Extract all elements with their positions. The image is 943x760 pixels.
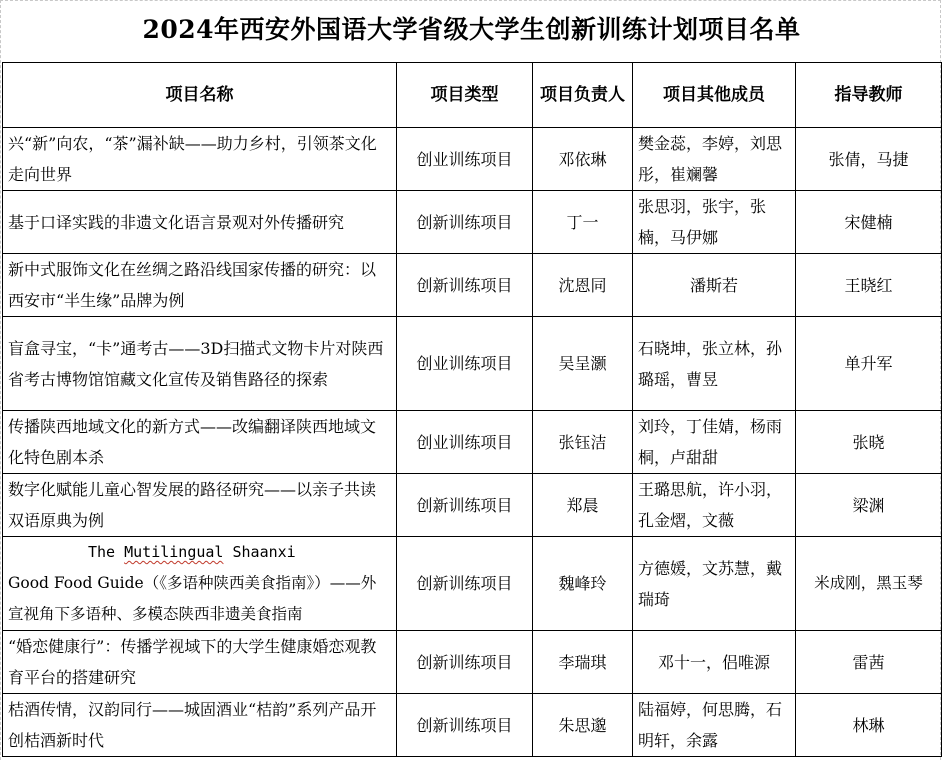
table-row: [3, 254, 942, 317]
project-roster-table: [2, 62, 942, 757]
project-advisor-cell: 张倩，马捷: [796, 128, 942, 191]
project-name-cell: 数字化赋能儿童心智发展的路径研究——以亲子共读双语原典为例: [3, 474, 397, 537]
project-type-cell: 创新训练项目: [397, 537, 533, 631]
project-lead-cell: 张钰洁: [533, 411, 633, 474]
project-members-cell: 刘玲，丁佳婧，杨雨桐，卢甜甜: [633, 411, 796, 474]
project-members-cell: 石晓坤，张立林，孙璐瑶，曹昱: [633, 317, 796, 411]
project-name-cell: 桔酒传情，汉韵同行——城固酒业“桔韵”系列产品开创桔酒新时代: [3, 694, 397, 757]
project-members-cell: 樊金蕊，李婷，刘思彤，崔斓馨: [633, 128, 796, 191]
table-row: [3, 317, 942, 411]
project-lead-cell: 沈恩同: [533, 254, 633, 317]
project-members-cell: 张思羽，张宇，张楠，马伊娜: [633, 191, 796, 254]
project-type-cell: 创业训练项目: [397, 411, 533, 474]
header-project-type: 项目类型: [397, 63, 533, 128]
project-lead-cell: 邓依琳: [533, 128, 633, 191]
project-type-cell: 创新训练项目: [397, 254, 533, 317]
project-advisor-cell: 林琳: [796, 694, 942, 757]
project-type-cell: 创新训练项目: [397, 694, 533, 757]
project-name-text: Shaanxi: [223, 543, 296, 561]
table-row: [3, 631, 942, 694]
project-type-cell: 创新训练项目: [397, 474, 533, 537]
project-advisor-cell: 梁渊: [796, 474, 942, 537]
project-name-cell: 兴“新”向农，“茶”漏补缺——助力乡村，引领茶文化走向世界: [3, 128, 397, 191]
header-project-name: 项目名称: [3, 63, 397, 128]
project-advisor-cell: 王晓红: [796, 254, 942, 317]
project-members-cell: 陆福婷，何思腾，石明轩，余露: [633, 694, 796, 757]
header-project-lead: 项目负责人: [533, 63, 633, 128]
project-name-cell: 传播陕西地域文化的新方式——改编翻译陕西地域文化特色剧本杀: [3, 411, 397, 474]
project-members-cell: 王璐思航，许小羽，孔金熠，文薇: [633, 474, 796, 537]
project-lead-cell: 丁一: [533, 191, 633, 254]
project-lead-cell: 魏峰玲: [533, 537, 633, 631]
project-advisor-cell: 宋健楠: [796, 191, 942, 254]
project-name-cell: 新中式服饰文化在丝绸之路沿线国家传播的研究：以西安市“半生缘”品牌为例: [3, 254, 397, 317]
table-row: [3, 128, 942, 191]
project-advisor-cell: 雷茜: [796, 631, 942, 694]
project-type-cell: 创业训练项目: [397, 317, 533, 411]
project-advisor-cell: 单升军: [796, 317, 942, 411]
table-row: [3, 191, 942, 254]
project-lead-cell: 李瑞琪: [533, 631, 633, 694]
project-name-cell: “婚恋健康行”：传播学视域下的大学生健康婚恋观教育平台的搭建研究: [3, 631, 397, 694]
table-row: [3, 411, 942, 474]
project-name-cell: [3, 537, 397, 631]
project-name-english-line: [8, 537, 391, 568]
table-row: [3, 694, 942, 757]
project-type-cell: 创新训练项目: [397, 631, 533, 694]
project-type-cell: 创新训练项目: [397, 191, 533, 254]
project-members-cell: 潘斯若: [633, 254, 796, 317]
project-lead-cell: 郑晨: [533, 474, 633, 537]
project-advisor-cell: 米成刚，黑玉琴: [796, 537, 942, 631]
project-lead-cell: 朱思邈: [533, 694, 633, 757]
project-name-cell: 基于口译实践的非遗文化语言景观对外传播研究: [3, 191, 397, 254]
project-type-cell: 创业训练项目: [397, 128, 533, 191]
table-row: [3, 537, 942, 631]
table-header-row: [3, 63, 942, 128]
project-advisor-cell: 张晓: [796, 411, 942, 474]
document-title: 2024年西安外国语大学省级大学生创新训练计划项目名单: [142, 15, 801, 44]
header-other-members: 项目其他成员: [633, 63, 796, 128]
header-advisor: 指导教师: [796, 63, 942, 128]
project-name-text: The: [88, 543, 125, 561]
project-name-cell: 盲盒寻宝，“卡”通考古——3D扫描式文物卡片对陕西省考古博物馆馆藏文化宣传及销售路径的探索: [3, 317, 397, 411]
project-members-cell: 邓十一，侣唯源: [633, 631, 796, 694]
project-lead-cell: 吴呈灏: [533, 317, 633, 411]
spellcheck-flagged-word: Mutilingual: [124, 543, 224, 561]
project-members-cell: 方德媛，文苏慧，戴瑞琦: [633, 537, 796, 631]
table-row: [3, 474, 942, 537]
project-name-text: Good Food Guide（《多语种陕西美食指南》）——外宣视角下多语种、多模态陕西非遗美食指南: [8, 574, 377, 623]
